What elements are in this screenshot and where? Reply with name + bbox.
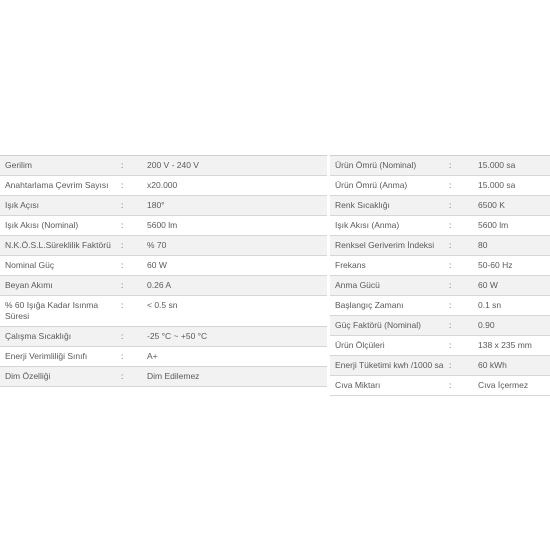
- spec-label: Işık Akısı (Anma): [335, 220, 400, 230]
- spec-separator: :: [121, 160, 124, 170]
- spec-label: Renksel Geriverim İndeksi: [335, 240, 435, 250]
- spec-row: [0, 236, 327, 256]
- spec-separator: :: [449, 180, 452, 190]
- spec-value: % 70: [147, 240, 167, 250]
- spec-value: x20.000: [147, 180, 178, 190]
- spec-separator: :: [121, 180, 124, 190]
- spec-value: 0.1 sn: [478, 300, 502, 310]
- spec-value: 5600 lm: [147, 220, 178, 230]
- specs-table-right: [330, 155, 550, 396]
- spec-row: [330, 216, 550, 236]
- spec-separator: :: [121, 371, 124, 381]
- spec-row: [0, 196, 327, 216]
- spec-label: Güç Faktörü (Nominal): [335, 320, 421, 330]
- spec-separator: :: [449, 260, 452, 270]
- spec-label: Beyan Akımı: [5, 280, 53, 290]
- spec-separator: :: [449, 300, 452, 310]
- spec-label: Işık Akısı (Nominal): [5, 220, 79, 230]
- spec-label: Çalışma Sıcaklığı: [5, 331, 72, 341]
- spec-separator: :: [449, 160, 452, 170]
- spec-value: 0.26 A: [147, 280, 172, 290]
- spec-label: Anahtarlama Çevrim Sayısı: [5, 180, 109, 190]
- spec-value: 200 V - 240 V: [147, 160, 199, 170]
- spec-label: Cıva Miktarı: [335, 380, 381, 390]
- spec-value: Dim Edilemez: [147, 371, 200, 381]
- spec-row: [330, 316, 550, 336]
- spec-separator: :: [121, 260, 124, 270]
- spec-row: [0, 276, 327, 296]
- spec-row: [330, 296, 550, 316]
- spec-value: 60 W: [147, 260, 167, 270]
- spec-row: [0, 256, 327, 276]
- specs-table-left-body: [0, 156, 327, 387]
- spec-value: 180°: [147, 200, 165, 210]
- spec-row: [0, 216, 327, 236]
- spec-row: [330, 196, 550, 216]
- spec-value: 60 kWh: [478, 360, 507, 370]
- spec-row: [330, 176, 550, 196]
- spec-separator: :: [121, 300, 124, 310]
- spec-separator: :: [121, 220, 124, 230]
- spec-separator: :: [121, 351, 124, 361]
- spec-separator: :: [449, 360, 452, 370]
- spec-separator: :: [449, 200, 452, 210]
- spec-separator: :: [449, 280, 452, 290]
- spec-label: % 60 Işığa Kadar Isınma Süresi: [5, 300, 99, 321]
- spec-row: [330, 256, 550, 276]
- spec-label: Renk Sıcaklığı: [335, 200, 390, 210]
- spec-value: Cıva İçermez: [478, 380, 529, 390]
- spec-separator: :: [449, 240, 452, 250]
- spec-separator: :: [449, 380, 452, 390]
- spec-label: Dim Özelliği: [5, 371, 51, 381]
- spec-value: A+: [147, 351, 158, 361]
- spec-label: Ürün Ömrü (Nominal): [335, 160, 417, 170]
- spec-value: < 0.5 sn: [147, 300, 178, 310]
- spec-value: 60 W: [478, 280, 498, 290]
- spec-row: [330, 156, 550, 176]
- spec-label: N.K.Ö.S.L.Süreklilik Faktörü: [5, 240, 111, 250]
- spec-separator: :: [449, 340, 452, 350]
- spec-label: Ürün Ömrü (Anma): [335, 180, 408, 190]
- spec-separator: :: [449, 320, 452, 330]
- spec-value: 50-60 Hz: [478, 260, 513, 270]
- spec-row: [330, 336, 550, 356]
- spec-label: Gerilim: [5, 160, 32, 170]
- spec-label: Ürün Ölçüleri: [335, 340, 385, 350]
- spec-separator: :: [121, 200, 124, 210]
- spec-row: [330, 356, 550, 376]
- spec-value: 138 x 235 mm: [478, 340, 532, 350]
- spec-label: Anma Gücü: [335, 280, 380, 290]
- spec-row: [0, 327, 327, 347]
- spec-separator: :: [121, 280, 124, 290]
- specs-table-left: [0, 155, 327, 387]
- spec-label: Frekans: [335, 260, 366, 270]
- spec-separator: :: [449, 220, 452, 230]
- spec-row: [330, 236, 550, 256]
- spec-row: [0, 156, 327, 176]
- spec-value: 15.000 sa: [478, 160, 516, 170]
- spec-value: -25 °C ~ +50 °C: [147, 331, 208, 341]
- spec-value: 15.000 sa: [478, 180, 516, 190]
- spec-row: [330, 276, 550, 296]
- spec-label: Enerji Verimliliği Sınıfı: [5, 351, 88, 361]
- spec-row: [0, 347, 327, 367]
- spec-value: 0.90: [478, 320, 495, 330]
- specs-table-right-body: [330, 156, 550, 396]
- spec-separator: :: [121, 240, 124, 250]
- spec-value: 5600 lm: [478, 220, 509, 230]
- spec-label: Işık Açısı: [5, 200, 40, 210]
- spec-row: [0, 176, 327, 196]
- spec-separator: :: [121, 331, 124, 341]
- spec-row: [0, 296, 327, 327]
- spec-label: Nominal Güç: [5, 260, 55, 270]
- spec-row: [0, 367, 327, 387]
- spec-label: Başlangıç Zamanı: [335, 300, 404, 310]
- spec-label: Enerji Tüketimi kwh /1000 sa: [335, 360, 444, 370]
- spec-value: 6500 K: [478, 200, 505, 210]
- spec-value: 80: [478, 240, 488, 250]
- spec-row: [330, 376, 550, 396]
